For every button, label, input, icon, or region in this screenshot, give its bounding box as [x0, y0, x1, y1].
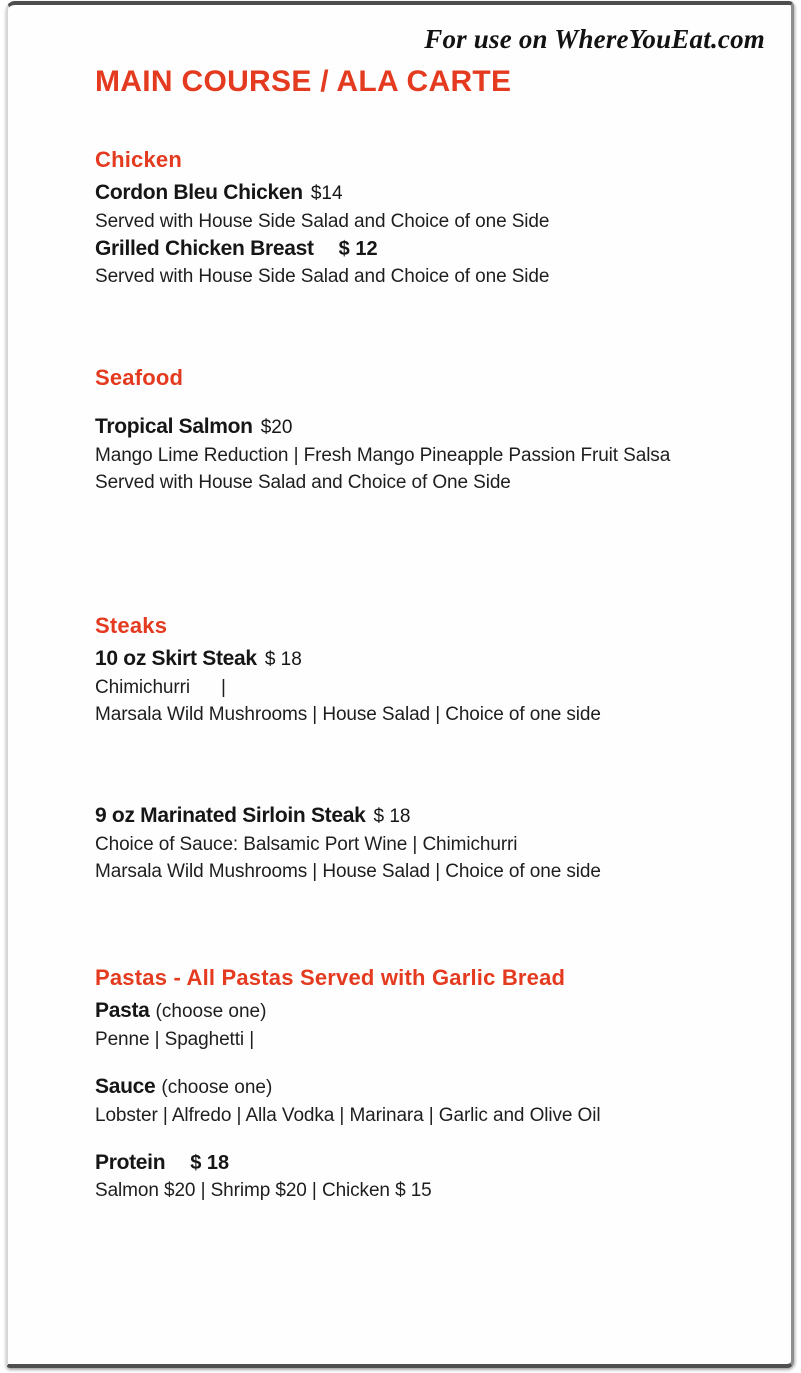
- item-name: Pasta: [95, 999, 150, 1022]
- item-name-line: [95, 1149, 751, 1177]
- menu-section-pastas: [95, 965, 751, 1204]
- section-heading: Pastas - All Pastas Served with Garlic Bread: [95, 965, 566, 990]
- item-name: Cordon Bleu Chicken: [95, 181, 303, 204]
- watermark: For use on WhereYouEat.com: [424, 24, 765, 54]
- item-desc-line: Served with House Side Salad and Choice of one Side: [95, 266, 550, 287]
- item-desc-line: Salmon $20 | Shrimp $20 | Chicken $ 15: [95, 1180, 432, 1201]
- item-price: $ 18: [373, 806, 411, 827]
- page-title: MAIN COURSE / ALA CARTE: [95, 65, 512, 98]
- item-price: $ 18: [190, 1152, 230, 1174]
- section-heading: Chicken: [95, 147, 182, 172]
- menu-item: [95, 1073, 751, 1129]
- item-desc-line: Penne | Spaghetti |: [95, 1029, 255, 1050]
- menu-item: [95, 179, 751, 235]
- item-name-line: [95, 645, 751, 674]
- item-desc-line: Marsala Wild Mushrooms | House Salad | Choice of one side: [95, 861, 601, 882]
- item-name-line: [95, 235, 751, 263]
- item-name: Sauce: [95, 1075, 156, 1098]
- item-name-line: [95, 413, 751, 442]
- section-heading: Seafood: [95, 365, 184, 390]
- item-name: Grilled Chicken Breast: [95, 237, 314, 260]
- item-desc-line: Chimichurri |: [95, 677, 226, 698]
- item-desc-line: Lobster | Alfredo | Alla Vodka | Marinara | Garlic and Olive Oil: [95, 1105, 601, 1126]
- menu-item: [95, 802, 751, 885]
- menu-section-steaks: [95, 613, 751, 885]
- item-name: 10 oz Skirt Steak: [95, 647, 257, 670]
- item-price: $ 18: [264, 649, 302, 670]
- menu-item: [95, 413, 751, 496]
- menu-item: [95, 235, 751, 290]
- item-note: (choose one): [155, 1001, 267, 1022]
- menu-section-seafood: [95, 365, 751, 496]
- item-desc-line: Marsala Wild Mushrooms | House Salad | Choice of one side: [95, 704, 601, 725]
- item-name-line: [95, 179, 751, 208]
- section-heading: Steaks: [95, 613, 168, 638]
- menu-item: [95, 645, 751, 728]
- menu-section-chicken: [95, 147, 751, 290]
- menu-item: [95, 1149, 751, 1204]
- item-desc-line: Served with House Side Salad and Choice of one Side: [95, 211, 550, 232]
- menu-item: [95, 997, 751, 1053]
- item-desc-line: Served with House Salad and Choice of One Side: [95, 472, 511, 493]
- menu-page: [6, 1, 794, 1368]
- item-price: $ 12: [338, 238, 378, 260]
- item-name: Protein: [95, 1151, 166, 1174]
- item-desc-line: Choice of Sauce: Balsamic Port Wine | Chimichurri: [95, 834, 518, 855]
- item-price: $14: [310, 183, 343, 204]
- item-price: $20: [260, 417, 293, 438]
- item-name-line: [95, 1073, 751, 1102]
- item-name: Tropical Salmon: [95, 415, 253, 438]
- item-desc-line: Mango Lime Reduction | Fresh Mango Pineapple Passion Fruit Salsa: [95, 445, 671, 466]
- item-name-line: [95, 802, 751, 831]
- item-note: (choose one): [161, 1077, 273, 1098]
- item-name: 9 oz Marinated Sirloin Steak: [95, 804, 366, 827]
- item-name-line: [95, 997, 751, 1026]
